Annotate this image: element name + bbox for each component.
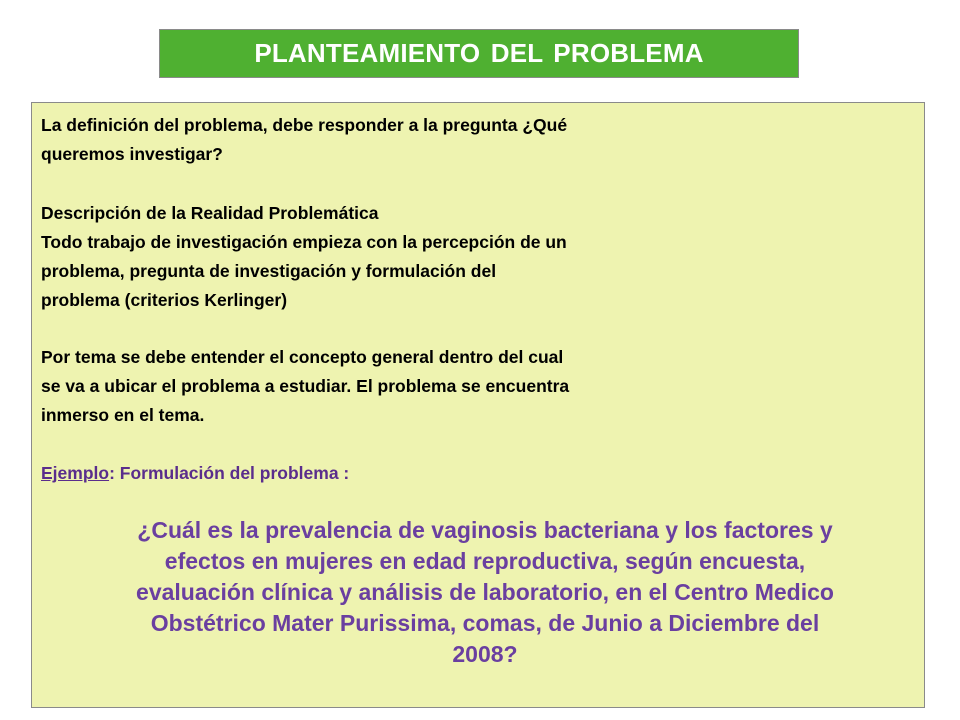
- research-question: [60, 515, 910, 670]
- example-caption: : Formulación del problema :: [109, 463, 350, 483]
- section-heading: Descripción de la Realidad Problemática: [41, 203, 379, 223]
- question-line: 2008?: [452, 641, 518, 667]
- text-line: inmerso en el tema.: [41, 405, 205, 425]
- title-banner: [159, 29, 799, 78]
- text-line: Por tema se debe entender el concepto general dentro del cual: [41, 347, 564, 367]
- text-line: problema (criterios Kerlinger): [41, 290, 288, 310]
- text-line: problema, pregunta de investigación y formulación del: [41, 261, 497, 281]
- text-line: queremos investigar?: [41, 144, 223, 164]
- example-line: [41, 459, 349, 488]
- example-label: Ejemplo: [41, 463, 110, 483]
- text-line: La definición del problema, debe responder a la pregunta ¿Qué: [41, 115, 568, 135]
- example-heading: [41, 459, 349, 488]
- text-line: Todo trabajo de investigación empieza con la percepción de un: [41, 232, 567, 252]
- definition-paragraph: [41, 111, 567, 169]
- question-line: evaluación clínica y análisis de laboratorio, en el Centro Medico: [136, 579, 834, 605]
- description-paragraph: [41, 199, 567, 315]
- text-line: se va a ubicar el problema a estudiar. El problema se encuentra: [41, 376, 570, 396]
- topic-paragraph: [41, 343, 569, 430]
- content-panel: [31, 102, 925, 708]
- page-title: PLANTEAMIENTO DEL PROBLEMA: [254, 38, 704, 68]
- question-line: Obstétrico Mater Purissima, comas, de Junio a Diciembre del: [150, 610, 820, 636]
- question-line: efectos en mujeres en edad reproductiva, según encuesta,: [164, 548, 806, 574]
- question-line: ¿Cuál es la prevalencia de vaginosis bacteriana y los factores y: [137, 517, 833, 543]
